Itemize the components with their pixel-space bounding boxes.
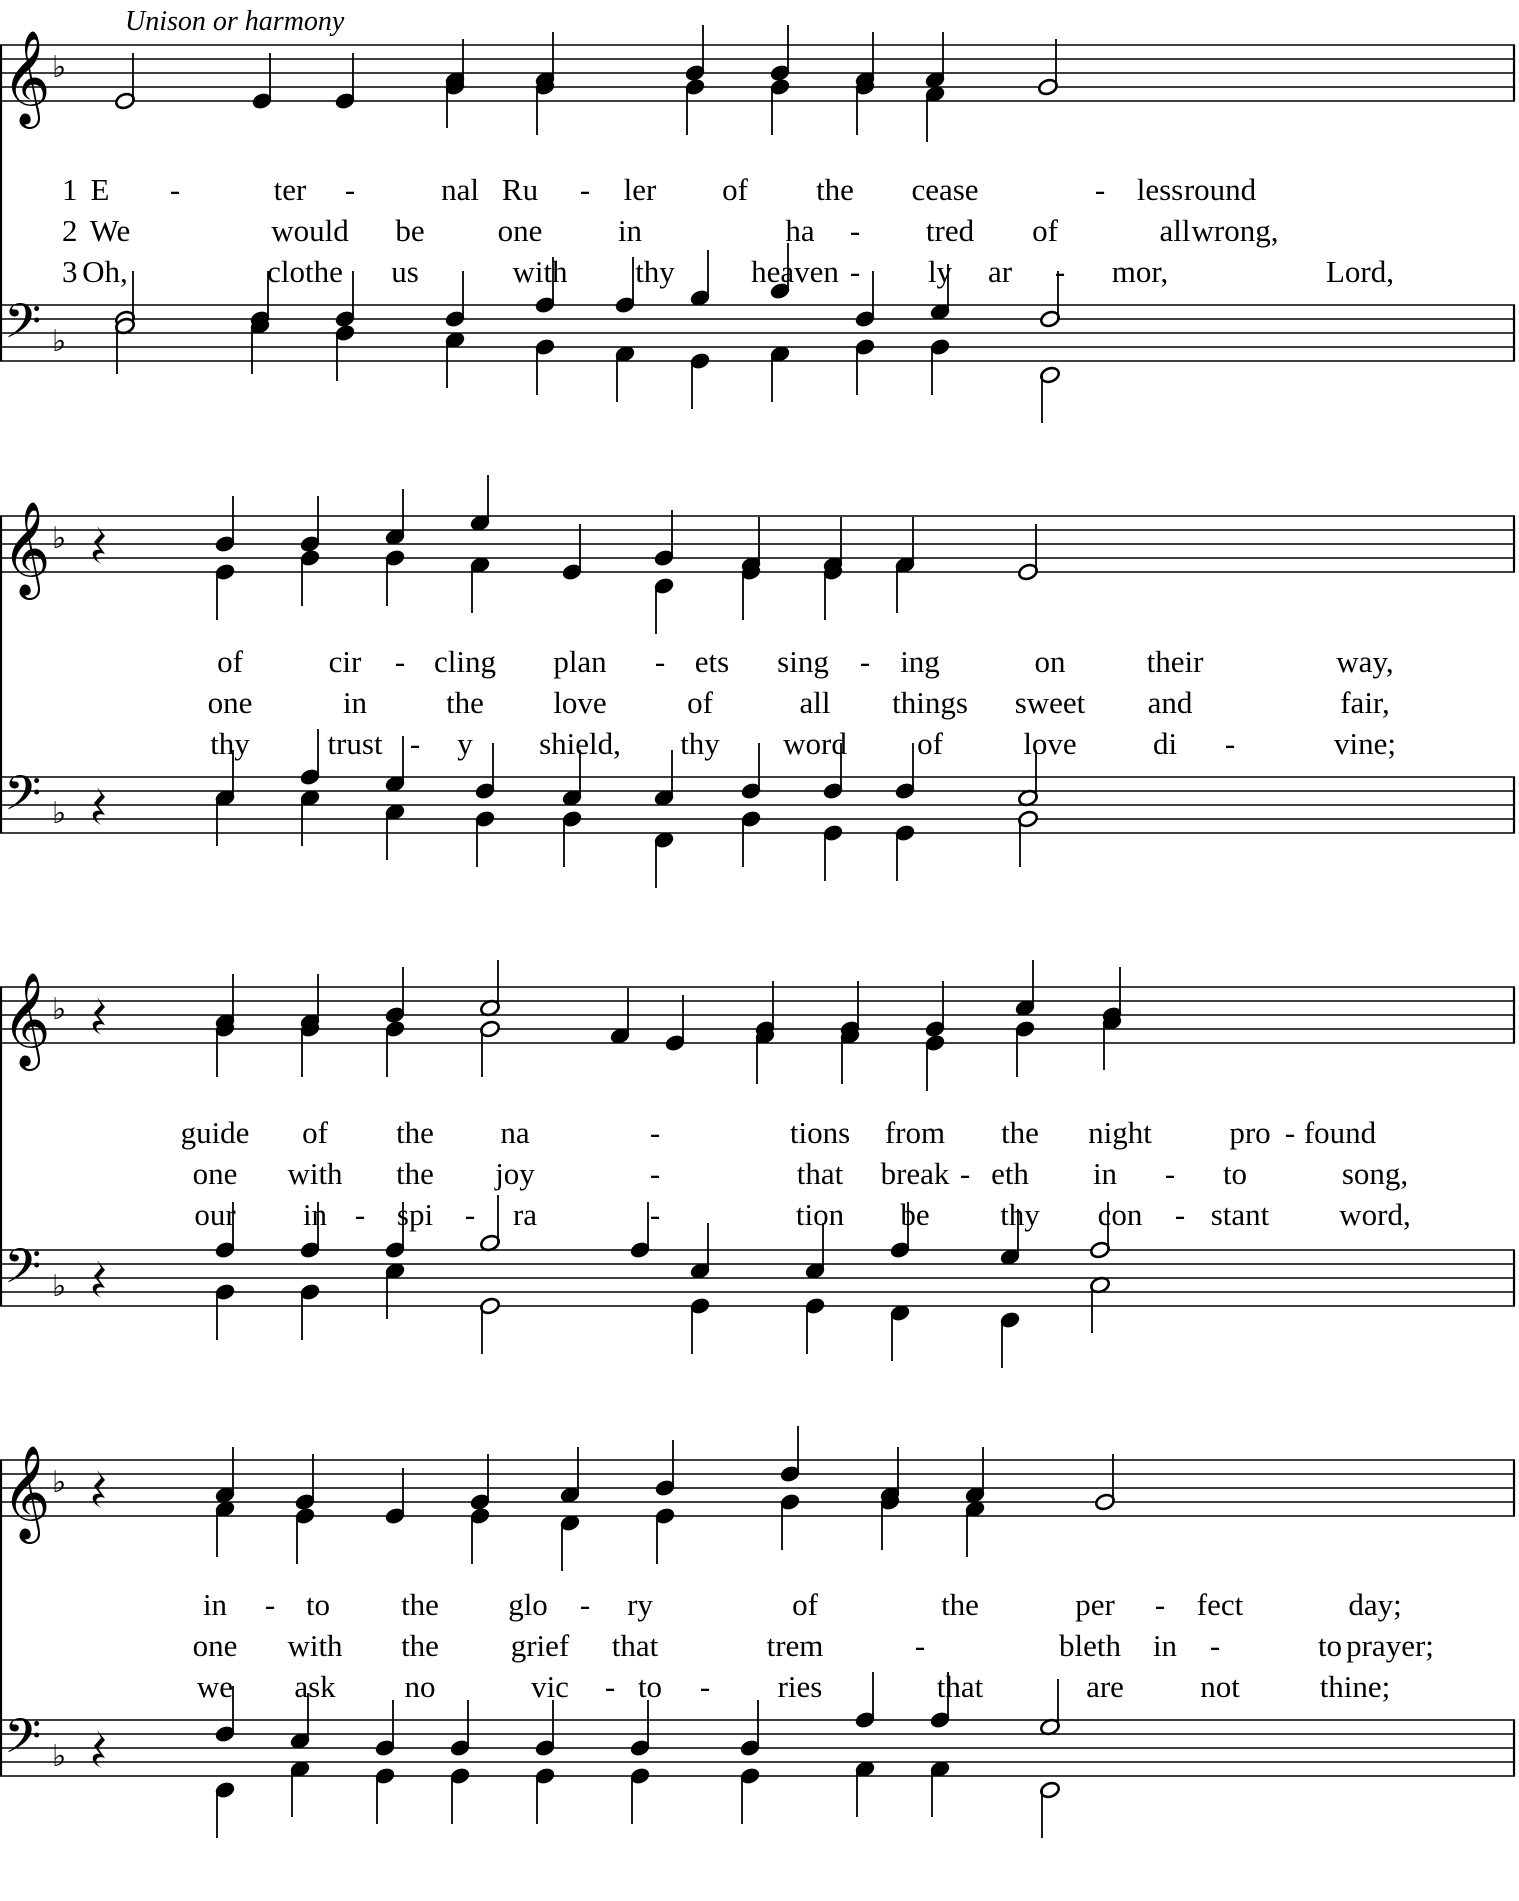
lyric-syllable: the [446, 685, 484, 720]
lyric-syllable: glo [508, 1587, 548, 1622]
systems-container [0, 25, 1515, 1838]
syllable-hyphen: - [1209, 1628, 1221, 1663]
syllable-hyphen: - [1094, 172, 1106, 207]
treble-staff-0 [0, 45, 1515, 101]
lyric-syllable: of [302, 1115, 328, 1150]
lyric-syllable: thy [680, 726, 720, 761]
lyric-syllable: to [637, 1669, 663, 1704]
lyric-syllable: all [799, 685, 831, 720]
bass-staff-0 [0, 305, 1515, 361]
lyric-syllable: of [687, 685, 713, 720]
lyric-syllable: that [796, 1156, 844, 1191]
lyric-syllable: thine; [1319, 1669, 1391, 1704]
lyric-syllable: spi [396, 1197, 434, 1232]
lyric-syllable: ter [273, 172, 307, 207]
lyric-syllable: are [1086, 1669, 1124, 1704]
lyric-syllable: one [207, 685, 253, 720]
lyric-syllable: cir [328, 644, 362, 679]
lyric-syllable: ler [623, 172, 657, 207]
treble-clef-icon: 𝄞 [2, 972, 51, 1067]
lyric-syllable: clothe [267, 254, 343, 289]
syllable-hyphen: - [579, 172, 591, 207]
flat-icon: ♭ [52, 992, 67, 1027]
lyric-syllable: and [1147, 685, 1193, 720]
bass-clef-icon: 𝄢 [4, 1238, 42, 1306]
lyric-syllable: found [1303, 1115, 1377, 1150]
lyric-syllable: fair, [1340, 685, 1390, 720]
lyric-syllable: 3 [62, 254, 78, 289]
lyric-syllable: us [391, 254, 419, 289]
treble-notes-0 [114, 25, 1059, 142]
lyric-syllable: of [792, 1587, 818, 1622]
bass-clef-icon: 𝄢 [4, 1708, 42, 1776]
syllable-hyphen: - [1284, 1115, 1296, 1150]
syllable-hyphen: - [344, 172, 356, 207]
syllable-hyphen: - [604, 1669, 616, 1704]
lyric-syllable: all [1159, 213, 1191, 248]
syllable-hyphen: - [1054, 254, 1066, 289]
lyric-syllable: heaven [751, 254, 839, 289]
lyric-syllable: with [287, 1156, 343, 1191]
lyric-syllable: ing [900, 644, 940, 679]
syllable-hyphen: - [649, 1197, 661, 1232]
lyric-syllable: stant [1210, 1197, 1270, 1232]
lyric-syllable: mor, [1111, 254, 1169, 289]
syllable-hyphen: - [1224, 726, 1236, 761]
lyric-syllable: y [457, 726, 473, 761]
flat-icon: ♭ [52, 324, 67, 359]
lyric-syllable: ets [694, 644, 730, 679]
lyric-syllable: no [404, 1669, 436, 1704]
syllable-hyphen: - [354, 1197, 366, 1232]
lyric-syllable: we [196, 1669, 234, 1704]
performance-direction: Unison or harmony [125, 6, 345, 37]
treble-notes-1 [93, 475, 1039, 634]
lyric-syllable: in [302, 1197, 328, 1232]
lyric-syllable: tred [925, 213, 975, 248]
treble-clef-icon: 𝄞 [2, 30, 51, 125]
lyric-syllable: 1 [62, 172, 78, 207]
syllable-hyphen: - [849, 213, 861, 248]
lyric-syllable: thy [1000, 1197, 1040, 1232]
lyric-syllable: the [1001, 1115, 1039, 1150]
lyric-syllable: of [217, 644, 243, 679]
lyric-syllable: be [900, 1197, 930, 1232]
lyric-syllable: the [396, 1115, 434, 1150]
bass-notes-2 [93, 1195, 1111, 1368]
syllable-hyphen: - [699, 1669, 711, 1704]
lyric-syllable: would [271, 213, 349, 248]
lyric-syllable: that [611, 1628, 659, 1663]
lyric-syllable: love [1023, 726, 1077, 761]
lyric-syllable: di [1152, 726, 1178, 761]
lyric-syllable: our [194, 1197, 236, 1232]
lyric-syllable: things [892, 685, 968, 720]
lyric-syllable: na [500, 1115, 530, 1150]
lyric-syllable: wrong, [1191, 213, 1279, 248]
syllable-hyphen: - [649, 1156, 661, 1191]
lyric-syllable: one [192, 1156, 238, 1191]
syllable-hyphen: - [264, 1587, 276, 1622]
syllable-hyphen: - [1154, 1587, 1166, 1622]
treble-notes-2 [93, 960, 1123, 1091]
lyric-syllable: shield, [539, 726, 621, 761]
lyric-syllable: con [1097, 1197, 1143, 1232]
lyric-syllable: word [783, 726, 847, 761]
syllable-hyphen: - [1174, 1197, 1186, 1232]
lyric-syllable: joy [495, 1156, 535, 1191]
lyric-syllable: in [617, 213, 643, 248]
lyric-syllable: the [401, 1628, 439, 1663]
syllable-hyphen: - [859, 644, 871, 679]
lyric-syllable: round [1183, 172, 1257, 207]
lyric-syllable: the [396, 1156, 434, 1191]
lyric-syllable: word, [1339, 1197, 1411, 1232]
syllable-hyphen: - [409, 726, 421, 761]
lyric-syllable: We [89, 213, 131, 248]
lyric-syllable: cling [434, 644, 496, 679]
lyric-syllable: of [722, 172, 748, 207]
lyric-syllable: trem [766, 1628, 824, 1663]
lyric-syllable: E [90, 172, 110, 207]
flat-icon: ♭ [52, 1465, 67, 1500]
lyric-syllable: break [880, 1156, 950, 1191]
lyric-syllable: less [1136, 172, 1184, 207]
lyric-syllable: ra [512, 1197, 538, 1232]
lyric-syllable: in [1092, 1156, 1118, 1191]
lyric-syllable: the [816, 172, 854, 207]
lyric-syllable: trust [327, 726, 383, 761]
lyric-syllable: grief [510, 1628, 570, 1663]
lyric-syllable: ly [927, 254, 953, 289]
lyric-syllable: day; [1348, 1587, 1402, 1622]
lyric-syllable: with [287, 1628, 343, 1663]
lyric-syllable: one [497, 213, 543, 248]
syllable-hyphen: - [849, 254, 861, 289]
syllable-hyphen: - [1164, 1156, 1176, 1191]
lyric-syllable: in [1152, 1628, 1178, 1663]
lyric-syllable: that [936, 1669, 984, 1704]
lyric-syllable: the [941, 1587, 979, 1622]
lyric-syllable: tions [789, 1115, 851, 1150]
lyric-syllable: bleth [1059, 1628, 1121, 1663]
lyric-syllable: Ru [501, 172, 539, 207]
flat-icon: ♭ [52, 796, 67, 831]
lyric-syllable: in [202, 1587, 228, 1622]
syllable-hyphen: - [654, 644, 666, 679]
lyric-syllable: one [192, 1628, 238, 1663]
lyric-syllable: 2 [62, 213, 78, 248]
lyric-syllable: with [512, 254, 568, 289]
lyric-syllable: on [1034, 644, 1066, 679]
lyric-syllable: vic [531, 1669, 569, 1704]
lyric-syllable: ries [777, 1669, 823, 1704]
flat-icon: ♭ [52, 521, 67, 556]
lyric-syllable: eth [991, 1156, 1029, 1191]
lyric-syllable: nal [441, 172, 479, 207]
lyric-syllable: of [917, 726, 943, 761]
syllable-hyphen: - [464, 1197, 476, 1232]
bass-clef-icon: 𝄢 [4, 765, 42, 833]
syllable-hyphen: - [649, 1115, 661, 1150]
lyric-syllable: Oh, [82, 254, 128, 289]
flat-icon: ♭ [52, 1739, 67, 1774]
lyric-syllable: ha [785, 213, 815, 248]
lyric-syllable: Lord, [1325, 254, 1395, 289]
lyric-syllable: ask [294, 1669, 336, 1704]
lyric-syllable: cease [911, 172, 979, 207]
bass-clef-icon: 𝄢 [4, 293, 42, 361]
lyric-syllable: song, [1341, 1156, 1409, 1191]
lyric-syllable: to [1317, 1628, 1343, 1663]
lyric-syllable: to [1222, 1156, 1248, 1191]
syllable-hyphen: - [914, 1628, 926, 1663]
lyric-syllable: thy [210, 726, 250, 761]
treble-notes-3 [93, 1426, 1116, 1571]
treble-clef-icon: 𝄞 [2, 501, 51, 596]
lyric-syllable: in [342, 685, 368, 720]
syllable-hyphen: - [959, 1156, 971, 1191]
lyric-syllable: their [1146, 644, 1204, 679]
syllable-hyphen: - [579, 1587, 591, 1622]
treble-clef-icon: 𝄞 [2, 1445, 51, 1540]
lyric-syllable: to [305, 1587, 331, 1622]
flat-icon: ♭ [52, 1269, 67, 1304]
syllable-hyphen: - [169, 172, 181, 207]
lyric-syllable: sing [777, 644, 829, 679]
lyric-syllable: from [884, 1115, 946, 1150]
lyric-syllable: pro [1229, 1115, 1271, 1150]
lyric-syllable: vine; [1334, 726, 1396, 761]
lyric-syllable: thy [635, 254, 675, 289]
lyric-syllable: guide [180, 1115, 250, 1150]
lyric-syllable: prayer; [1346, 1628, 1434, 1663]
lyric-syllable: not [1200, 1669, 1240, 1704]
lyric-syllable: tion [795, 1197, 845, 1232]
lyric-syllable: way, [1336, 644, 1394, 679]
lyric-syllable: night [1088, 1115, 1152, 1150]
lyric-syllable: of [1032, 213, 1058, 248]
lyric-syllable: ar [987, 254, 1013, 289]
lyric-syllable: ry [627, 1587, 653, 1622]
bass-notes-3 [93, 1672, 1061, 1838]
lyric-syllable: be [395, 213, 425, 248]
lyric-syllable: plan [553, 644, 607, 679]
lyric-syllable: love [553, 685, 607, 720]
syllable-hyphen: - [394, 644, 406, 679]
lyric-syllable: per [1075, 1587, 1115, 1622]
flat-icon: ♭ [52, 50, 67, 85]
lyric-syllable: fect [1196, 1587, 1244, 1622]
lyric-syllable: the [401, 1587, 439, 1622]
lyric-syllable: sweet [1014, 685, 1086, 720]
